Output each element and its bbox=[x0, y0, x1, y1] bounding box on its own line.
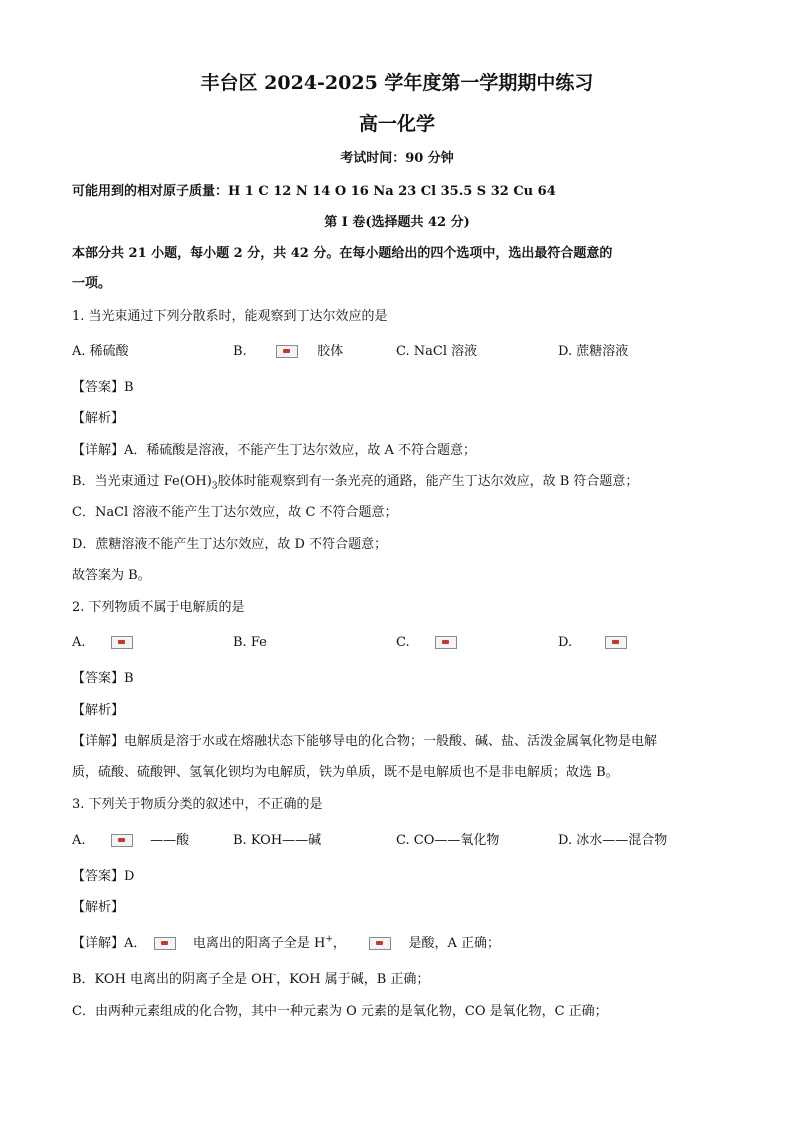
q3-option-b: B. KOH——碱 bbox=[233, 833, 322, 848]
q3-detail-2-post: ，KOH 属于碱，B 正确； bbox=[276, 972, 430, 987]
q3-option-a-label: A. bbox=[72, 833, 86, 848]
exam-subject: 高一化学 bbox=[358, 113, 435, 135]
q1-detail-2-sub: 3 bbox=[211, 481, 218, 492]
q3-detail-1 bbox=[72, 934, 500, 954]
q1-stem: 1. 当光束通过下列分散系时，能观察到丁达尔效应的是 bbox=[72, 309, 388, 324]
q1-detail-1 bbox=[72, 441, 476, 461]
instruction-line-2: 一项。 bbox=[72, 276, 112, 291]
q1-option-b bbox=[233, 342, 343, 362]
q3-stem: 3. 下列关于物质分类的叙述中，不正确的是 bbox=[72, 797, 323, 812]
q2-option-a-label: A. bbox=[72, 635, 86, 650]
q1-option-c: C. NaCl 溶液 bbox=[396, 344, 478, 359]
answer-tag: 【答案】 bbox=[72, 869, 125, 884]
detail-tag: 【详解】 bbox=[72, 936, 125, 951]
q2-option-d-label: D. bbox=[558, 635, 573, 650]
broken-image-icon bbox=[435, 636, 457, 649]
q1-detail-3: C．NaCl 溶液不能产生丁达尔效应，故 C 不符合题意； bbox=[72, 505, 398, 520]
exam-title: 丰台区 2024-2025 学年度第一学期期中练习 bbox=[200, 72, 594, 94]
q2-option-d bbox=[558, 633, 630, 653]
q1-option-a: A. 稀硫酸 bbox=[72, 344, 129, 359]
q3-answer-value: D bbox=[124, 869, 135, 884]
q3-analysis-tag: 【解析】 bbox=[72, 900, 125, 915]
q2-option-a bbox=[72, 633, 136, 653]
q2-option-c bbox=[396, 633, 460, 653]
q1-option-b-text: 胶体 bbox=[317, 344, 344, 359]
q2-answer-value: B bbox=[124, 671, 134, 686]
q2-stem: 2. 下列物质不属于电解质的是 bbox=[72, 600, 245, 615]
broken-image-icon bbox=[276, 345, 298, 358]
q3-detail-1-post: 是酸，A 正确； bbox=[408, 936, 500, 951]
section-heading: 第 I 卷(选择题共 42 分) bbox=[324, 215, 470, 230]
q3-detail-1-mid: 电离出的阳离子全是 H bbox=[192, 936, 326, 951]
q2-detail-1-text: 电解质是溶于水或在熔融状态下能够导电的化合物；一般酸、碱、盐、活泼金属氧化物是电解 bbox=[124, 734, 658, 749]
broken-image-icon bbox=[111, 834, 133, 847]
q3-option-a-text: ——酸 bbox=[150, 833, 190, 848]
atomic-masses: 可能用到的相对原子质量：H 1 C 12 N 14 O 16 Na 23 Cl 35.5 S 32 Cu 64 bbox=[72, 184, 556, 199]
q2-option-b: B. Fe bbox=[233, 635, 267, 650]
answer-tag: 【答案】 bbox=[72, 671, 125, 686]
q3-detail-1-sup: + bbox=[325, 934, 333, 945]
q1-analysis-tag: 【解析】 bbox=[72, 411, 125, 426]
instruction-line-1: 本部分共 21 小题，每小题 2 分，共 42 分。在每小题给出的四个选项中，选出最符合题意的 bbox=[72, 246, 613, 261]
q1-detail-1-text: A．稀硫酸是溶液，不能产生丁达尔效应，故 A 不符合题意； bbox=[124, 443, 477, 458]
q3-option-d: D. 冰水——混合物 bbox=[558, 833, 668, 848]
q3-option-a bbox=[72, 831, 189, 851]
q1-detail-5: 故答案为 B。 bbox=[72, 568, 151, 583]
broken-image-icon bbox=[111, 636, 133, 649]
q1-detail-2-pre: B．当光束通过 Fe(OH) bbox=[72, 474, 212, 489]
answer-tag: 【答案】 bbox=[72, 380, 125, 395]
q1-detail-4: D．蔗糖溶液不能产生丁达尔效应，故 D 不符合题意； bbox=[72, 537, 388, 552]
q1-option-b-label: B. bbox=[233, 344, 247, 359]
q2-detail-1 bbox=[72, 732, 657, 752]
q2-analysis-tag: 【解析】 bbox=[72, 703, 125, 718]
broken-image-icon bbox=[154, 937, 176, 950]
q2-answer bbox=[72, 669, 134, 689]
q3-detail-3: C．由两种元素组成的化合物，其中一种元素为 O 元素的是氧化物，CO 是氧化物，C 正确； bbox=[72, 1004, 608, 1019]
q1-answer-value: B bbox=[124, 380, 134, 395]
broken-image-icon bbox=[369, 937, 391, 950]
q1-detail-2-post: 胶体时能观察到有一条光亮的通路，能产生丁达尔效应，故 B 符合题意； bbox=[217, 474, 639, 489]
q3-answer bbox=[72, 867, 134, 887]
q2-detail-2: 质，硫酸、硫酸钾、氢氧化钡均为电解质，铁为单质，既不是电解质也不是非电解质；故选 B。 bbox=[72, 765, 619, 780]
detail-tag: 【详解】 bbox=[72, 734, 125, 749]
q1-option-d: D. 蔗糖溶液 bbox=[558, 344, 629, 359]
q3-detail-2-pre: B．KOH 电离出的阴离子全是 OH bbox=[72, 972, 274, 987]
q3-option-c: C. CO——氧化物 bbox=[396, 833, 500, 848]
q3-detail-2 bbox=[72, 970, 429, 990]
q3-detail-1-pre: A． bbox=[124, 936, 147, 951]
q2-option-c-label: C. bbox=[396, 635, 410, 650]
q1-detail-2 bbox=[72, 472, 638, 492]
q3-detail-2-sup: - bbox=[273, 970, 277, 981]
q1-answer bbox=[72, 378, 134, 398]
detail-tag: 【详解】 bbox=[72, 443, 125, 458]
q3-detail-1-comma: ， bbox=[332, 936, 346, 951]
exam-time: 考试时间：90 分钟 bbox=[340, 151, 454, 166]
broken-image-icon bbox=[605, 636, 627, 649]
